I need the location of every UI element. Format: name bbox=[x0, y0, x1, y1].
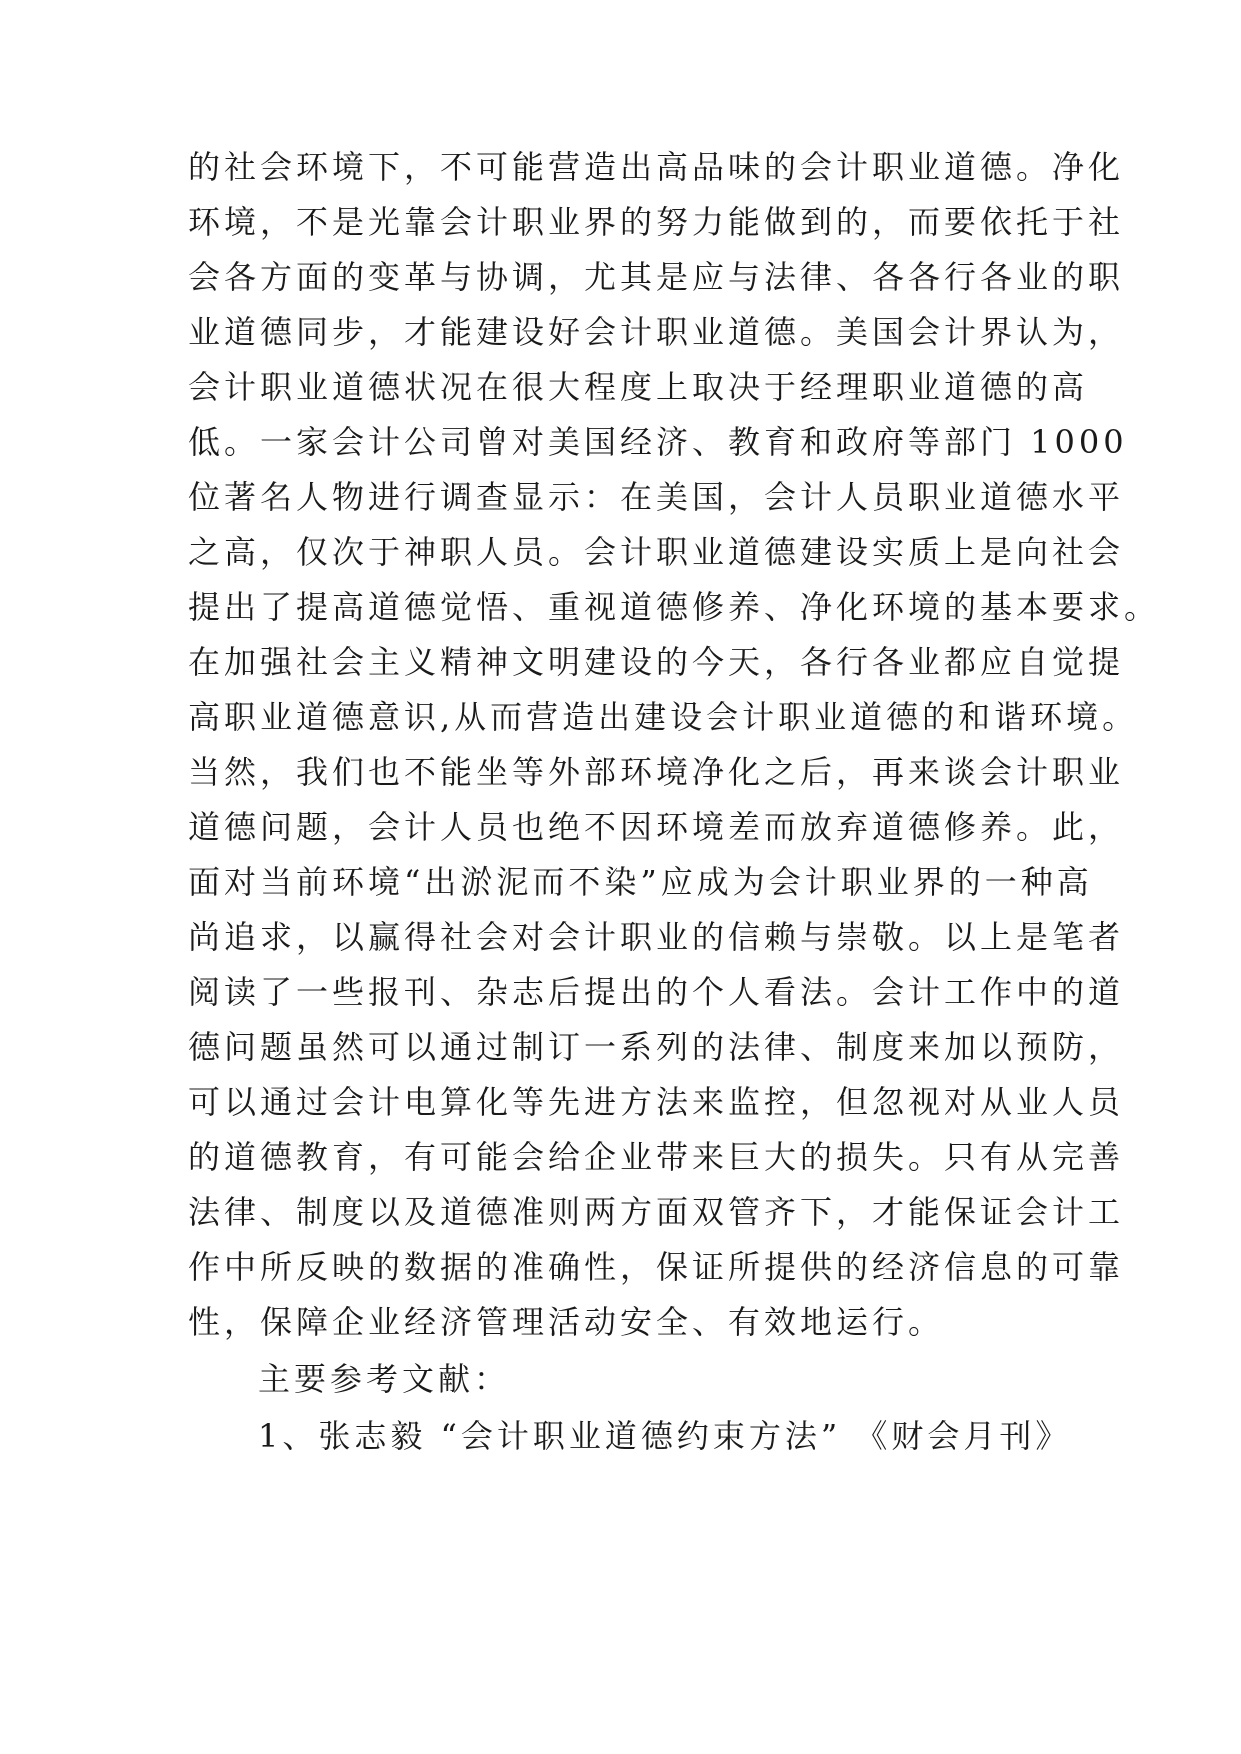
paragraph-line: 在加强社会主义精神文明建设的今天，各行各业都应自觉提 bbox=[188, 643, 1125, 681]
paragraph-line: 位著名人物进行调查显示：在美国，会计人员职业道德水平 bbox=[188, 478, 1125, 516]
paragraph-line: 当然，我们也不能坐等外部环境净化之后，再来谈会计职业 bbox=[188, 753, 1125, 791]
paragraph-line: 阅读了一些报刊、杂志后提出的个人看法。会计工作中的道 bbox=[188, 973, 1125, 1011]
paragraph-line: 法律、制度以及道德准则两方面双管齐下，才能保证会计工 bbox=[188, 1193, 1125, 1231]
paragraph-line: 的社会环境下，不可能营造出高品味的会计职业道德。净化 bbox=[188, 148, 1125, 186]
paragraph-line: 环境，不是光靠会计职业界的努力能做到的，而要依托于社 bbox=[188, 203, 1125, 241]
paragraph-line: 会各方面的变革与协调，尤其是应与法律、各各行各业的职 bbox=[188, 258, 1125, 296]
paragraph-line: 的道德教育，有可能会给企业带来巨大的损失。只有从完善 bbox=[188, 1138, 1125, 1176]
paragraph-line: 高职业道德意识,从而营造出建设会计职业道德的和谐环境。 bbox=[188, 698, 1139, 736]
paragraph-line: 道德问题，会计人员也绝不因环境差而放弃道德修养。此， bbox=[188, 808, 1125, 846]
paragraph-line: 面对当前环境“出淤泥而不染”应成为会计职业界的一种高 bbox=[188, 863, 1093, 901]
reference-item: 1、张志毅 “会计职业道德约束方法” 《财会月刊》 bbox=[258, 1417, 1072, 1455]
paragraph-line: 提出了提高道德觉悟、重视道德修养、净化环境的基本要求。 bbox=[188, 588, 1161, 626]
paragraph-line: 会计职业道德状况在很大程度上取决于经理职业道德的高 bbox=[188, 368, 1089, 406]
paragraph-line: 业道德同步，才能建设好会计职业道德。美国会计界认为， bbox=[188, 313, 1125, 351]
references-heading: 主要参考文献： bbox=[258, 1360, 511, 1398]
paragraph-line: 低。一家会计公司曾对美国经济、教育和政府等部门 1000 bbox=[188, 423, 1128, 461]
paragraph-line: 之高，仅次于神职人员。会计职业道德建设实质上是向社会 bbox=[188, 533, 1125, 571]
paragraph-line: 尚追求，以赢得社会对会计职业的信赖与崇敬。以上是笔者 bbox=[188, 918, 1125, 956]
paragraph-line: 可以通过会计电算化等先进方法来监控，但忽视对从业人员 bbox=[188, 1083, 1125, 1121]
paragraph-line: 德问题虽然可以通过制订一系列的法律、制度来加以预防， bbox=[188, 1028, 1125, 1066]
paragraph-line: 作中所反映的数据的准确性，保证所提供的经济信息的可靠 bbox=[188, 1248, 1125, 1286]
paragraph-line: 性，保障企业经济管理活动安全、有效地运行。 bbox=[188, 1303, 945, 1341]
